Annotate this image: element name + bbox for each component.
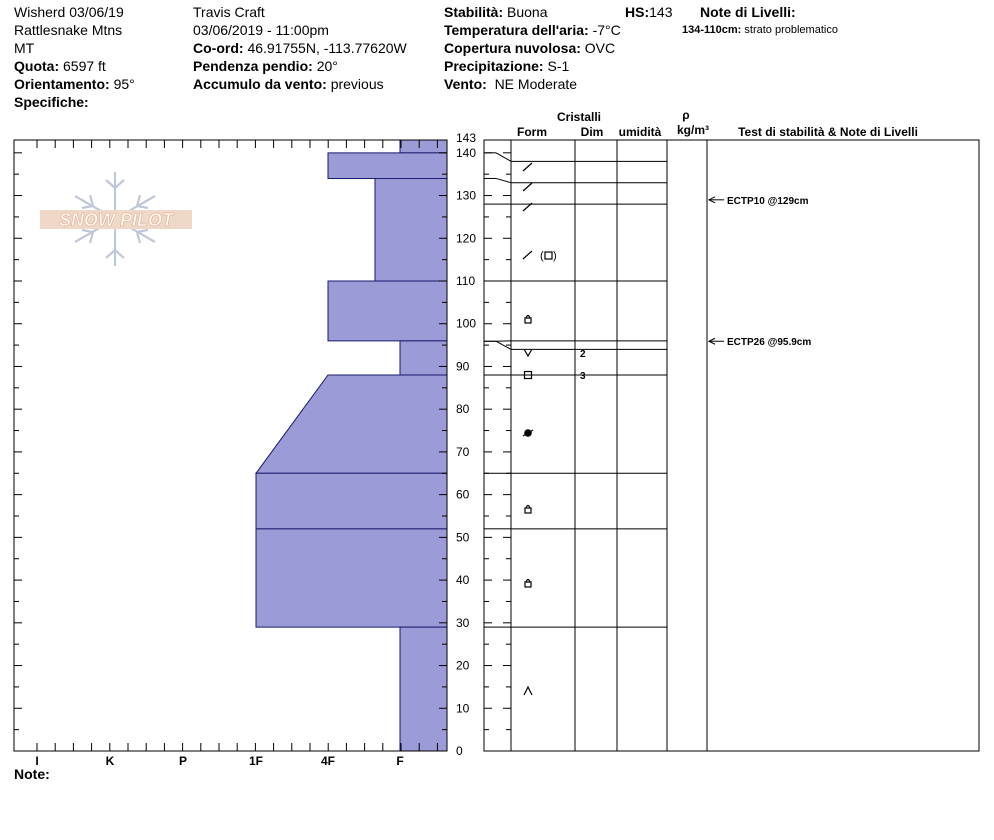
hardness-bar-2	[375, 178, 447, 281]
y-tick-label-0: 0	[456, 744, 463, 758]
snowpilot-logo	[40, 172, 192, 266]
header-crystals: Cristalli	[556, 110, 602, 124]
observation-datetime: 03/06/2019 - 11:00pm	[193, 22, 329, 38]
hardness-bar-6	[256, 473, 447, 529]
y-tick-label-130: 130	[456, 188, 477, 203]
hs-value: 143	[649, 4, 673, 20]
stability-row: Stabilità: Buona	[444, 4, 548, 20]
stability-value: Buona	[507, 4, 548, 20]
grain-form-df-icon	[523, 163, 532, 171]
grain-form-mf-icon	[523, 430, 533, 436]
specifics-row: Specifiche:	[14, 94, 89, 110]
y-tick-label-100: 100	[456, 316, 477, 331]
x-tick-label-1F: 1F	[248, 754, 264, 768]
y-tick-label-10: 10	[456, 701, 470, 716]
hardness-bar-1	[328, 153, 447, 179]
wind-row: Vento: NE Moderate	[444, 76, 578, 92]
layer-note-text: strato problematico	[744, 24, 838, 36]
y-tick-label-90: 90	[456, 359, 470, 374]
y-tick-label-20: 20	[456, 658, 470, 673]
grain-form-rg-icon	[525, 580, 531, 588]
sky-row: Copertura nuvolosa: OVC	[444, 40, 616, 56]
test-label-0: ECTP10 @129cm	[727, 195, 809, 207]
aspect-row: Orientamento: 95°	[14, 76, 135, 92]
header-form: Form	[517, 125, 547, 139]
windload-row: Accumulo da vento: previous	[193, 76, 384, 92]
grain-form-rg-icon	[525, 316, 531, 324]
layer-connector	[496, 153, 511, 162]
range-name: Rattlesnake Mtns	[14, 22, 123, 38]
x-tick-label-K: K	[105, 754, 115, 768]
grain-form-dh-icon	[524, 687, 532, 695]
y-tick-label-50: 50	[456, 530, 470, 545]
hardness-bar-8	[400, 627, 447, 751]
y-tick-label-140: 140	[456, 145, 477, 160]
x-tick-label-F: F	[396, 754, 404, 768]
coords-value: 46.91755N, -113.77620W	[247, 40, 407, 56]
grain-size-label: 3	[580, 371, 586, 382]
layer-table-frame	[484, 140, 979, 751]
hs-row: HS:143	[625, 4, 673, 20]
airtemp-value: -7°C	[592, 22, 621, 38]
precip-row: Precipitazione: S-1	[444, 58, 570, 74]
grain-size-label: 2	[580, 349, 586, 360]
sky-value: OVC	[584, 40, 616, 56]
windload-value: previous	[330, 76, 384, 92]
y-tick-label-110: 110	[456, 274, 476, 288]
svg-text:(: (	[540, 250, 544, 262]
grain-form-df-icon	[523, 183, 532, 191]
elevation-row: Quota: 6597 ft	[14, 58, 106, 74]
slope-row: Pendenza pendio: 20°	[193, 58, 338, 74]
svg-text:): )	[553, 250, 557, 262]
y-tick-label-40: 40	[456, 573, 470, 588]
header-size: Dim	[580, 125, 604, 139]
slope-value: 20°	[316, 58, 338, 74]
notes-label: Note:	[14, 766, 50, 782]
header-tests_notes: Test di stabilità & Note di Livelli	[738, 125, 918, 139]
y-tick-label-30: 30	[456, 615, 470, 630]
precip-value: S-1	[547, 58, 570, 74]
elevation-value: 6597 ft	[63, 58, 106, 74]
layer-note-row: 134-110cm: strato problematico	[682, 24, 838, 36]
y-tick-label-143: 143	[456, 131, 477, 145]
logo-text: SNOW PILOT	[59, 210, 173, 230]
layer-notes-title: Note di Livelli:	[700, 4, 796, 20]
hardness-bar-3	[328, 281, 447, 341]
grain-form-df-fc-icon	[523, 250, 557, 262]
layer-connector	[496, 178, 511, 182]
hardness-bar-7	[256, 529, 447, 627]
grain-form-sh-icon	[524, 349, 532, 356]
y-tick-label-120: 120	[456, 231, 477, 246]
header-moisture: umidità	[618, 125, 662, 139]
wind-value: NE Moderate	[494, 76, 578, 92]
grain-form-rg-icon	[525, 506, 531, 514]
header-density_symbol: ρ	[682, 108, 690, 122]
airtemp-row: Temperatura dell'aria: -7°C	[444, 22, 621, 38]
test-label-1: ECTP26 @95.9cm	[727, 337, 812, 349]
hardness-bar-4	[400, 341, 447, 375]
site-name: Wisherd 03/06/19	[14, 4, 124, 20]
observer-name: Travis Craft	[193, 4, 265, 20]
x-tick-label-4F: 4F	[320, 754, 336, 768]
y-tick-label-60: 60	[456, 487, 470, 502]
header-density_unit: kg/m³	[676, 123, 710, 137]
y-tick-label-70: 70	[456, 444, 470, 459]
x-tick-label-I: I	[35, 754, 39, 768]
x-tick-label-P: P	[178, 754, 188, 768]
hardness-bar-0	[400, 140, 447, 153]
aspect-value: 95°	[113, 76, 135, 92]
hardness-bar-5	[256, 375, 447, 473]
y-tick-label-80: 80	[456, 402, 470, 417]
coords-row: Co-ord: 46.91755N, -113.77620W	[193, 40, 407, 56]
state-name: MT	[14, 40, 35, 56]
